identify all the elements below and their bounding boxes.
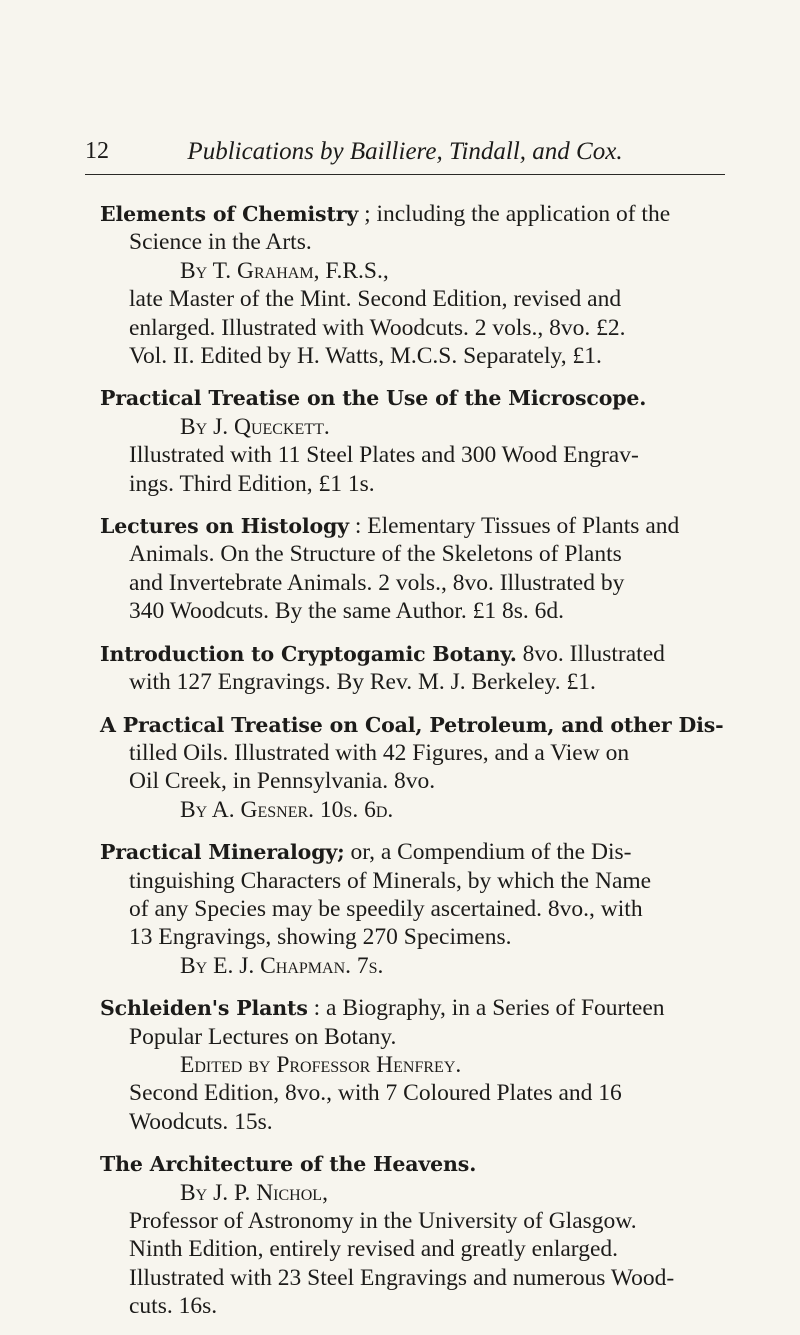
- entry-title: Lectures on Histology: [100, 514, 349, 539]
- page-header: [85, 138, 725, 175]
- entry-text: : a Biography, in a Series of Fourteen: [313, 995, 665, 1022]
- entry-text: Professor of Astronomy in the University of Glasgow.: [129, 1208, 637, 1234]
- entry-text: 8vo. Illustrated: [522, 640, 665, 667]
- catalogue-entry: [100, 994, 720, 1136]
- entry-author: By J. P. Nichol,: [180, 1179, 328, 1206]
- page-number: 12: [85, 138, 109, 164]
- entry-text: Oil Creek, in Pennsylvania. 8vo.: [129, 768, 436, 795]
- entry-text: enlarged. Illustrated with Woodcuts. 2 vols., 8vo. £2.: [129, 314, 626, 341]
- entry-text: or, a Compendium of the Dis-: [350, 839, 632, 866]
- entry-text: ings. Third Edition, £1 1s.: [129, 470, 375, 497]
- entry-title: Practical Mineralogy;: [100, 840, 345, 865]
- catalogue-entry: [100, 711, 724, 825]
- entry-text: late Master of the Mint. Second Edition, revised and: [129, 286, 622, 313]
- catalogue-entry: [100, 640, 720, 697]
- entry-text: Popular Lectures on Botany.: [129, 1023, 397, 1050]
- entry-title: The Architecture of the Heavens.: [100, 1152, 477, 1177]
- entry-text: Science in the Arts.: [129, 229, 312, 256]
- catalogue-entry: [100, 200, 720, 370]
- catalogue-entry: [100, 384, 720, 498]
- entry-title: Schleiden's Plants: [100, 996, 308, 1021]
- entry-title: A Practical Treatise on Coal, Petroleum, and other Dis-: [100, 712, 724, 737]
- entry-text: cuts. 16s.: [129, 1293, 218, 1320]
- entry-text: Second Edition, 8vo., with 7 Coloured Plates and 16: [129, 1080, 622, 1107]
- catalogue-entries: [100, 200, 724, 1335]
- entry-text: Vol. II. Edited by H. Watts, M.C.S. Separately, £1.: [129, 343, 602, 370]
- entry-text: 340 Woodcuts. By the same Author. £1 8s. 6d.: [129, 598, 565, 625]
- entry-text: Illustrated with 11 Steel Plates and 300 Wood Engrav-: [129, 442, 639, 469]
- entry-title: Introduction to Cryptogamic Botany.: [100, 641, 517, 666]
- entry-author: Edited by Professor Henfrey.: [180, 1051, 462, 1078]
- entry-title: Practical Treatise on the Use of the Microscope.: [100, 386, 647, 411]
- entry-text: : Elementary Tissues of Plants and: [354, 513, 680, 540]
- entry-author: By A. Gesner. 10s. 6d.: [180, 796, 394, 823]
- entry-text: with 127 Engravings. By Rev. M. J. Berkeley. £1.: [129, 669, 596, 696]
- catalogue-entry: [100, 512, 720, 626]
- entry-text: ; including the application of the: [364, 201, 671, 227]
- entry-text: Animals. On the Structure of the Skeletons of Plants: [129, 541, 622, 568]
- entry-text: tilled Oils. Illustrated with 42 Figures, and a View on: [129, 739, 630, 766]
- entry-text: Illustrated with 23 Steel Engravings and numerous Wood-: [129, 1264, 675, 1291]
- entry-text: Ninth Edition, entirely revised and greatly enlarged.: [129, 1236, 619, 1263]
- entry-author: By J. Queckett.: [180, 413, 330, 440]
- entry-author: By E. J. Chapman. 7s.: [180, 952, 384, 979]
- entry-title: Elements of Chemistry: [100, 202, 359, 226]
- entry-text: 13 Engravings, showing 270 Specimens.: [129, 924, 512, 951]
- running-title: Publications by Bailliere, Tindall, and Cox.: [187, 138, 623, 165]
- catalogue-entry: [100, 838, 720, 980]
- entry-author: By T. Graham, F.R.S.,: [180, 257, 389, 284]
- entry-text: Woodcuts. 15s.: [129, 1108, 273, 1135]
- entry-text: tinguishing Characters of Minerals, by which the Name: [129, 867, 652, 894]
- entry-text: and Invertebrate Animals. 2 vols., 8vo. Illustrated by: [129, 569, 625, 596]
- entry-text: of any Species may be speedily ascertained. 8vo., with: [129, 895, 643, 922]
- catalogue-entry: [100, 1150, 720, 1320]
